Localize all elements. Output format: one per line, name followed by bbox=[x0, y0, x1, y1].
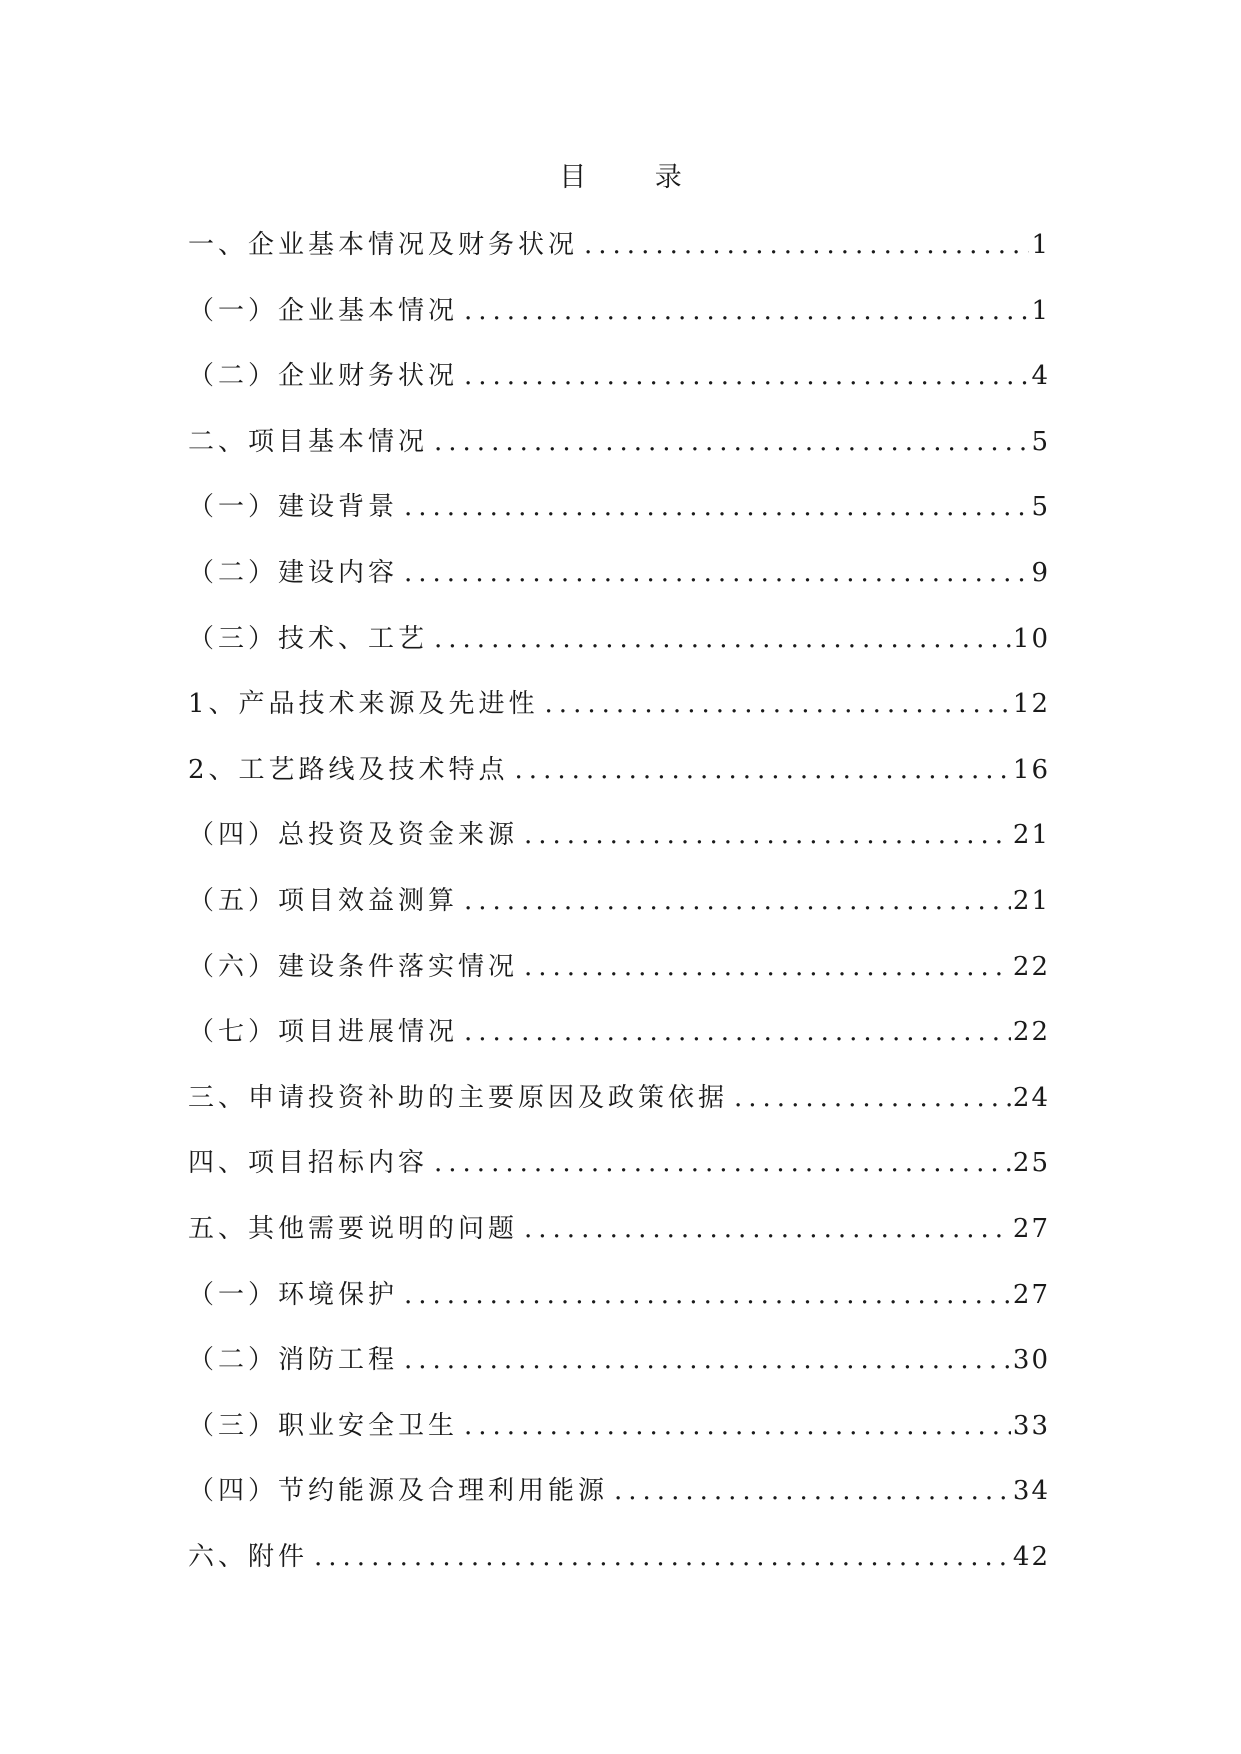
toc-entry[interactable] bbox=[188, 356, 1050, 422]
toc-dot-leader bbox=[404, 1275, 1011, 1315]
toc-entry-page-number: 25 bbox=[1012, 1148, 1050, 1179]
toc-entry-label: （一）企业基本情况 bbox=[188, 295, 459, 326]
toc-entry-label: （四）节约能源及合理利用能源 bbox=[188, 1476, 609, 1507]
toc-entry-page-number: 22 bbox=[1012, 951, 1050, 982]
toc-dot-leader bbox=[404, 553, 1029, 593]
toc-entry-page-number: 9 bbox=[1031, 557, 1050, 588]
toc-entry-label: （五）项目效益测算 bbox=[188, 885, 459, 916]
toc-entry[interactable] bbox=[188, 1209, 1050, 1275]
toc-entry-page-number: 42 bbox=[1012, 1541, 1050, 1572]
toc-entry-label: （二）消防工程 bbox=[188, 1345, 399, 1376]
toc-entry-label: （六）建设条件落实情况 bbox=[188, 951, 519, 982]
toc-dot-leader bbox=[464, 881, 1011, 921]
toc-entry-page-number: 1 bbox=[1031, 230, 1050, 260]
toc-entry-label: 六、附件 bbox=[188, 1541, 309, 1572]
toc-entry[interactable] bbox=[188, 1143, 1050, 1209]
toc-entry-page-number: 1 bbox=[1031, 295, 1050, 326]
toc-entry[interactable] bbox=[188, 225, 1050, 291]
toc-entry[interactable] bbox=[188, 881, 1050, 947]
toc-entry[interactable] bbox=[188, 1537, 1050, 1603]
toc-entry-page-number: 12 bbox=[1012, 689, 1050, 720]
toc-entry-page-number: 21 bbox=[1012, 820, 1050, 851]
toc-dot-leader bbox=[434, 422, 1029, 462]
toc-dot-leader bbox=[464, 291, 1029, 331]
toc-entry[interactable] bbox=[188, 1078, 1050, 1144]
toc-entry[interactable] bbox=[188, 291, 1050, 357]
toc-dot-leader bbox=[524, 947, 1011, 987]
toc-entry-label: （二）企业财务状况 bbox=[188, 361, 459, 392]
toc-entry-label: 三、申请投资补助的主要原因及政策依据 bbox=[188, 1082, 729, 1113]
toc-entry[interactable] bbox=[188, 422, 1050, 488]
toc-entry[interactable] bbox=[188, 553, 1050, 619]
toc-entry-page-number: 21 bbox=[1012, 885, 1050, 916]
toc-entry-page-number: 10 bbox=[1012, 623, 1050, 654]
toc-entry[interactable] bbox=[188, 815, 1050, 881]
toc-entry-label: （二）建设内容 bbox=[188, 557, 399, 588]
toc-dot-leader bbox=[524, 815, 1011, 855]
toc-entry-label: 1、产品技术来源及先进性 bbox=[188, 689, 539, 720]
toc-dot-leader bbox=[404, 1340, 1011, 1380]
toc-entry-page-number: 34 bbox=[1012, 1476, 1050, 1507]
toc-entry-label: （七）项目进展情况 bbox=[188, 1017, 459, 1048]
toc-entry-page-number: 24 bbox=[1012, 1082, 1050, 1113]
toc-entry[interactable] bbox=[188, 1471, 1050, 1537]
toc-entry[interactable] bbox=[188, 750, 1050, 816]
toc-dot-leader bbox=[464, 356, 1029, 396]
toc-entry[interactable] bbox=[188, 1406, 1050, 1472]
toc-entry-page-number: 16 bbox=[1012, 754, 1050, 785]
toc-dot-leader bbox=[434, 1143, 1011, 1183]
toc-dot-leader bbox=[314, 1537, 1011, 1577]
toc-entry-label: 四、项目招标内容 bbox=[188, 1148, 429, 1179]
toc-dot-leader bbox=[734, 1078, 1011, 1118]
toc-dot-leader bbox=[584, 225, 1029, 265]
toc-entry[interactable] bbox=[188, 1012, 1050, 1078]
toc-dot-leader bbox=[464, 1406, 1011, 1446]
toc-entry-label: 二、项目基本情况 bbox=[188, 426, 429, 457]
toc-dot-leader bbox=[434, 619, 1011, 659]
toc-dot-leader bbox=[515, 750, 1011, 790]
toc-entry-label: （一）建设背景 bbox=[188, 492, 399, 523]
toc-entry[interactable] bbox=[188, 487, 1050, 553]
toc-entry[interactable] bbox=[188, 619, 1050, 685]
toc-entry-label: （四）总投资及资金来源 bbox=[188, 820, 519, 851]
toc-dot-leader bbox=[614, 1471, 1011, 1511]
toc-entry[interactable] bbox=[188, 1275, 1050, 1341]
table-of-contents bbox=[188, 225, 1050, 1602]
toc-entry-label: （三）技术、工艺 bbox=[188, 623, 429, 654]
toc-entry[interactable] bbox=[188, 1340, 1050, 1406]
toc-entry-page-number: 4 bbox=[1031, 361, 1050, 392]
toc-entry-label: 五、其他需要说明的问题 bbox=[188, 1213, 519, 1244]
toc-entry[interactable] bbox=[188, 947, 1050, 1013]
toc-entry-label: 一、企业基本情况及财务状况 bbox=[188, 230, 579, 260]
toc-entry-page-number: 27 bbox=[1012, 1213, 1050, 1244]
toc-entry-page-number: 5 bbox=[1031, 426, 1050, 457]
toc-dot-leader bbox=[524, 1209, 1011, 1249]
toc-entry-page-number: 33 bbox=[1012, 1410, 1050, 1441]
toc-entry-page-number: 5 bbox=[1031, 492, 1050, 523]
toc-entry-label: 2、工艺路线及技术特点 bbox=[188, 754, 509, 785]
toc-entry-page-number: 30 bbox=[1012, 1345, 1050, 1376]
toc-entry-page-number: 27 bbox=[1012, 1279, 1050, 1310]
toc-dot-leader bbox=[464, 1012, 1011, 1052]
toc-title: 目 录 bbox=[559, 162, 712, 193]
toc-entry[interactable] bbox=[188, 684, 1050, 750]
toc-entry-page-number: 22 bbox=[1012, 1017, 1050, 1048]
toc-dot-leader bbox=[545, 684, 1011, 724]
toc-entry-label: （三）职业安全卫生 bbox=[188, 1410, 459, 1441]
toc-entry-label: （一）环境保护 bbox=[188, 1279, 399, 1310]
toc-dot-leader bbox=[404, 487, 1029, 527]
